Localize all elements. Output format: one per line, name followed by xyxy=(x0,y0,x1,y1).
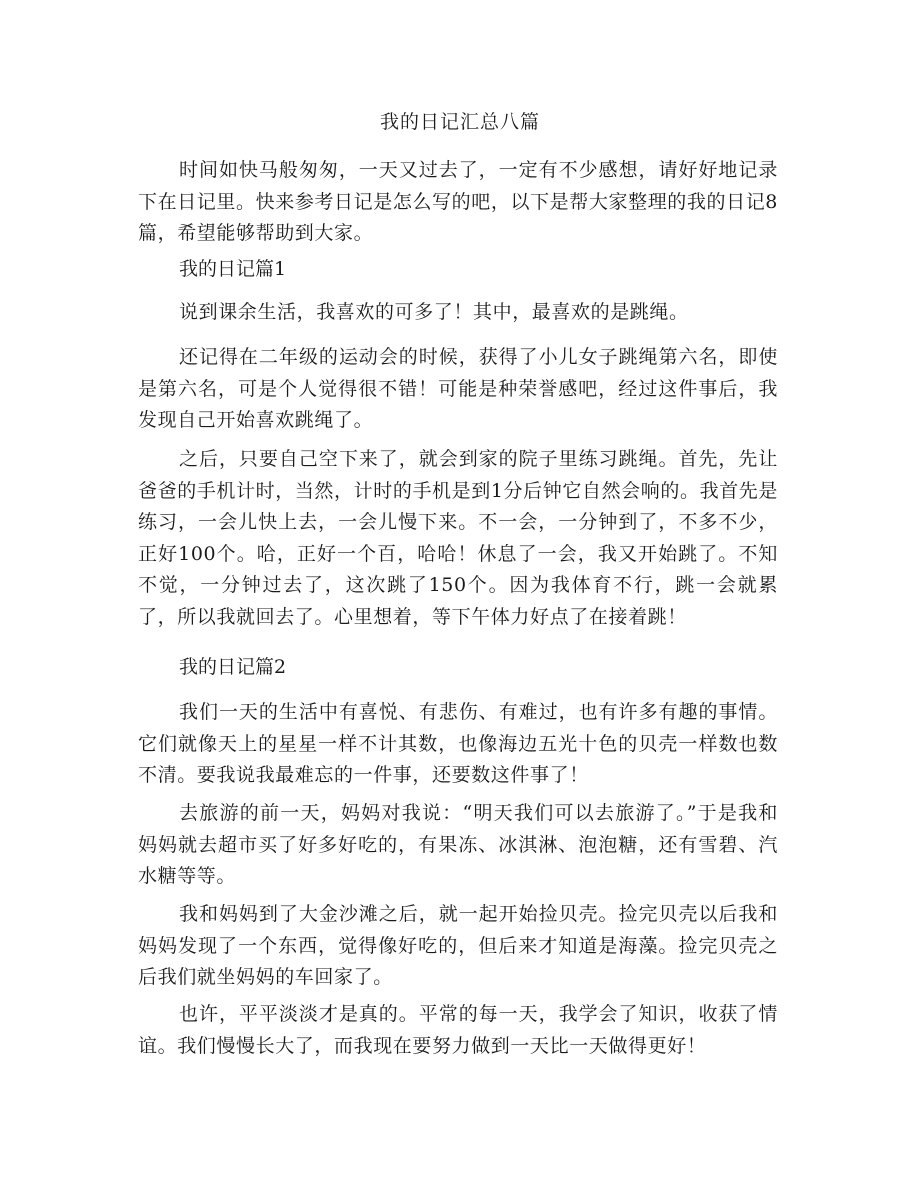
section2-paragraph-1: 我们一天的生活中有喜悦、有悲伤、有难过，也有许多有趣的事情。它们就像天上的星星一样不计其数，也像海边五光十色的贝壳一样数也数不清。要我说我最难忘的一件事，还要数这件事了！ xyxy=(138,701,778,786)
section2-paragraph-2: 去旅游的前一天，妈妈对我说：“明天我们可以去旅游了。”于是我和妈妈就去超市买了好多好吃的，有果冻、冰淇淋、泡泡糖，还有雪碧、汽水糖等等。 xyxy=(138,802,778,887)
section1-paragraph-3: 之后，只要自己空下来了，就会到家的院子里练习跳绳。首先，先让爸爸的手机计时，当然，计时的手机是到1分后钟它自然会响的。我首先是练习，一会儿快上去，一会儿慢下来。不一会，一分钟到了，不多不少，正好100个。哈，正好一个百，哈哈！休息了一会，我又开始跳了。不知不觉，一分钟过去了，这次跳了150个。因为我体育不行，跳一会就累了，所以我就回去了。心里想着，等下午体力好点了在接着跳！ xyxy=(138,448,778,628)
section1-paragraph-2: 还记得在二年级的运动会的时候，获得了小儿女子跳绳第六名，即使是第六名，可是个人觉得很不错！可能是种荣誉感吧，经过这件事后，我发现自己开始喜欢跳绳了。 xyxy=(138,346,778,431)
section2-paragraph-4: 也许，平平淡淡才是真的。平常的每一天，我学会了知识，收获了情谊。我们慢慢长大了，而我现在要努力做到一天比一天做得更好！ xyxy=(138,1003,778,1057)
section2-paragraph-3: 我和妈妈到了大金沙滩之后，就一起开始捡贝壳。捡完贝壳以后我和妈妈发现了一个东西，觉得像好吃的，但后来才知道是海藻。捡完贝壳之后我们就坐妈妈的车回家了。 xyxy=(138,903,778,988)
section1-heading: 我的日记篇1 xyxy=(179,258,287,280)
section1-paragraph-1: 说到课余生活，我喜欢的可多了！其中，最喜欢的是跳绳。 xyxy=(179,301,689,323)
section2-heading: 我的日记篇2 xyxy=(179,656,287,678)
intro-paragraph: 时间如快马般匆匆，一天又过去了，一定有不少感想，请好好地记录下在日记里。快来参考日记是怎么写的吧，以下是帮大家整理的我的日记8篇，希望能够帮助到大家。 xyxy=(138,159,778,244)
document-title: 我的日记汇总八篇 xyxy=(379,111,540,133)
